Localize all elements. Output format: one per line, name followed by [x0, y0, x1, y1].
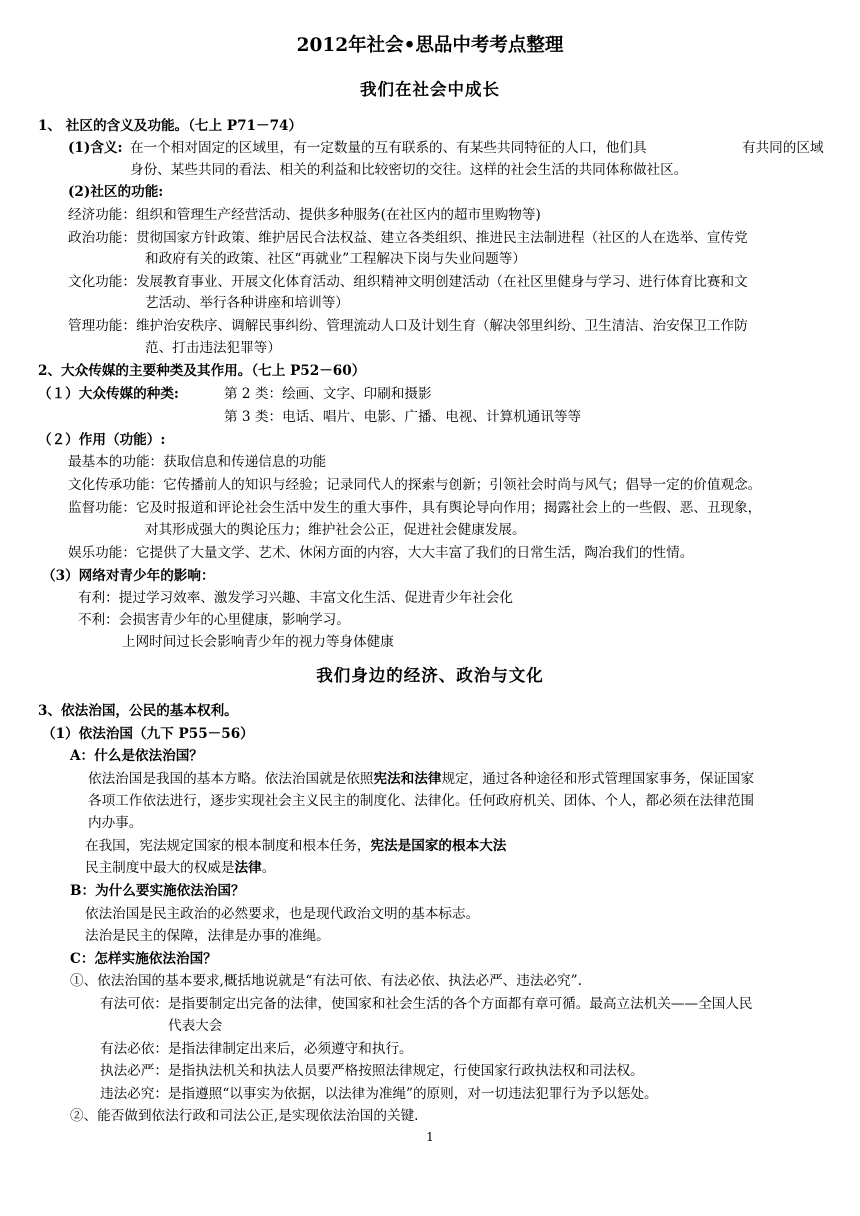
economic-function: 经济功能：组织和管理生产经营活动、提供多种服务(在社区内的超市里购物等): [68, 207, 541, 223]
section-heading-growth: 我们在社会中成长: [360, 80, 500, 99]
item-heading-rule-of-law: 3、依法治国，公民的基本权利。: [38, 703, 238, 719]
question-c: C：怎样实施依法治国？: [70, 951, 217, 967]
answer-b-1: 依法治国是民主政治的必然要求，也是现代政治文明的基本标志。: [85, 906, 480, 922]
constitution-line: 在我国，宪法规定国家的根本制度和根本任务，宪法是国家的根本大法: [85, 838, 507, 854]
media-types-label: （１）大众传媒的种类:: [38, 386, 179, 402]
section-heading-economy: 我们身边的经济、政治与文化: [316, 666, 544, 685]
community-meaning-label: (1)含义:: [68, 140, 123, 156]
community-meaning-text-end: 有共同的区域: [742, 140, 824, 156]
entertainment-function: 娱乐功能：它提供了大量文学、艺术、休闲方面的内容，大大丰富了我们的日常生活，陶冶我们的性情。: [68, 545, 694, 561]
basic-requirement: ①、依法治国的基本要求,概括地说就是“有法可依、有法必依、执法必严、违法必究”.: [70, 973, 582, 989]
requirement-law-available: 有法可依：是指要制定出完备的法律，使国家和社会生活的各个方面都有章可循。最高立法机关——全国人民: [100, 996, 753, 1012]
management-function-cont: 范、打击违法犯罪等）: [145, 340, 281, 356]
media-type-2: 第 2 类：绘画、文字、印刷和摄影: [224, 386, 432, 402]
internet-impact-label: （3）网络对青少年的影响：: [42, 568, 215, 584]
requirement-violations-punished: 违法必究：是指遵照“以事实为依据，以法律为准绳”的原则，对一切违法犯罪行为予以惩处。: [100, 1086, 658, 1102]
question-a: A：什么是依法治国？: [70, 748, 203, 764]
definition-line-2: 各项工作依法进行，逐步实现社会主义民主的制度化、法律化。任何政府机关、团体、个人，都必须在法律范围: [88, 793, 755, 809]
cultural-function-cont: 艺活动、举行各种讲座和培训等）: [145, 295, 349, 311]
internet-benefit: 有利：提过学习效率、激发学习兴趣、丰富文化生活、促进青少年社会化: [78, 590, 513, 606]
requirement-law-enforced: 执法必严：是指执法机关和执法人员要严格按照法律规定，行使国家行政执法权和司法权。: [100, 1063, 644, 1079]
key-point: ②、能否做到依法行政和司法公正,是实现依法治国的关键.: [70, 1108, 419, 1124]
community-functions-label: (2)社区的功能:: [68, 184, 164, 200]
political-function: 政治功能：贯彻国家方针政策、维护居民合法权益、建立各类组织、推进民主法制进程（社区的人在选举、宣传党: [68, 230, 748, 246]
political-function-cont: 和政府有关的政策、社区“再就业”工程解决下岗与失业问题等）: [145, 251, 526, 267]
management-function: 管理功能：维护治安秩序、调解民事纠纷、管理流动人口及计划生育（解决邻里纠纷、卫生清洁、治安保卫工作防: [68, 318, 748, 334]
page-number: 1: [426, 1130, 434, 1144]
item-heading-community: 1、 社区的含义及功能。（七上 P71－74）: [38, 118, 303, 134]
media-functions-label: （２）作用（功能）:: [38, 432, 166, 448]
heritage-function: 文化传承功能：它传播前人的知识与经验；记录同代人的探索与创新；引领社会时尚与风气；倡导一定的价值观念。: [68, 477, 762, 493]
community-meaning-text-2: 身份、某些共同的看法、相关的利益和比较密切的交往。这样的社会生活的共同体称做社区。: [130, 162, 688, 178]
item-heading-media: 2、大众传媒的主要种类及其作用。（七上 P52－60）: [38, 363, 366, 379]
internet-harm: 不利：会损害青少年的心里健康，影响学习。: [78, 612, 350, 628]
basic-function: 最基本的功能：获取信息和传递信息的功能: [68, 454, 327, 470]
requirement-law-available-cont: 代表大会: [168, 1018, 223, 1034]
requirement-law-observed: 有法必依：是指法律制定出来后，必须遵守和执行。: [100, 1041, 413, 1057]
question-b: B：为什么要实施依法治国？: [70, 883, 245, 899]
community-meaning-text: 在一个相对固定的区域里，有一定数量的互有联系的、有某些共同特征的人口，他们具: [130, 140, 647, 156]
authority-line: 民主制度中最大的权威是法律。: [85, 860, 276, 876]
definition-line-1: 依法治国是我国的基本方略。依法治国就是依照宪法和法律规定，通过各种途径和形式管理国家事务，保证国家: [88, 771, 755, 787]
supervision-function: 监督功能：它及时报道和评论社会生活中发生的重大事件，具有舆论导向作用；揭露社会上的一些假、恶、丑现象，: [68, 500, 762, 516]
cultural-function: 文化功能：发展教育事业、开展文化体育活动、组织精神文明创建活动（在社区里健身与学习、进行体育比赛和文: [68, 274, 748, 290]
supervision-function-cont: 对其形成强大的舆论压力；维护社会公正，促进社会健康发展。: [145, 522, 526, 538]
media-type-3: 第 3 类：电话、唱片、电影、广播、电视、计算机通讯等等: [224, 409, 582, 425]
definition-line-3: 内办事。: [88, 815, 143, 831]
rule-of-law-subheading: （1）依法治国（九下 P55－56）: [42, 726, 254, 742]
internet-harm-2: 上网时间过长会影响青少年的视力等身体健康: [122, 634, 394, 650]
document-title: 2012年社会•思品中考考点整理: [296, 35, 564, 56]
answer-b-2: 法治是民主的保障，法律是办事的准绳。: [85, 928, 330, 944]
